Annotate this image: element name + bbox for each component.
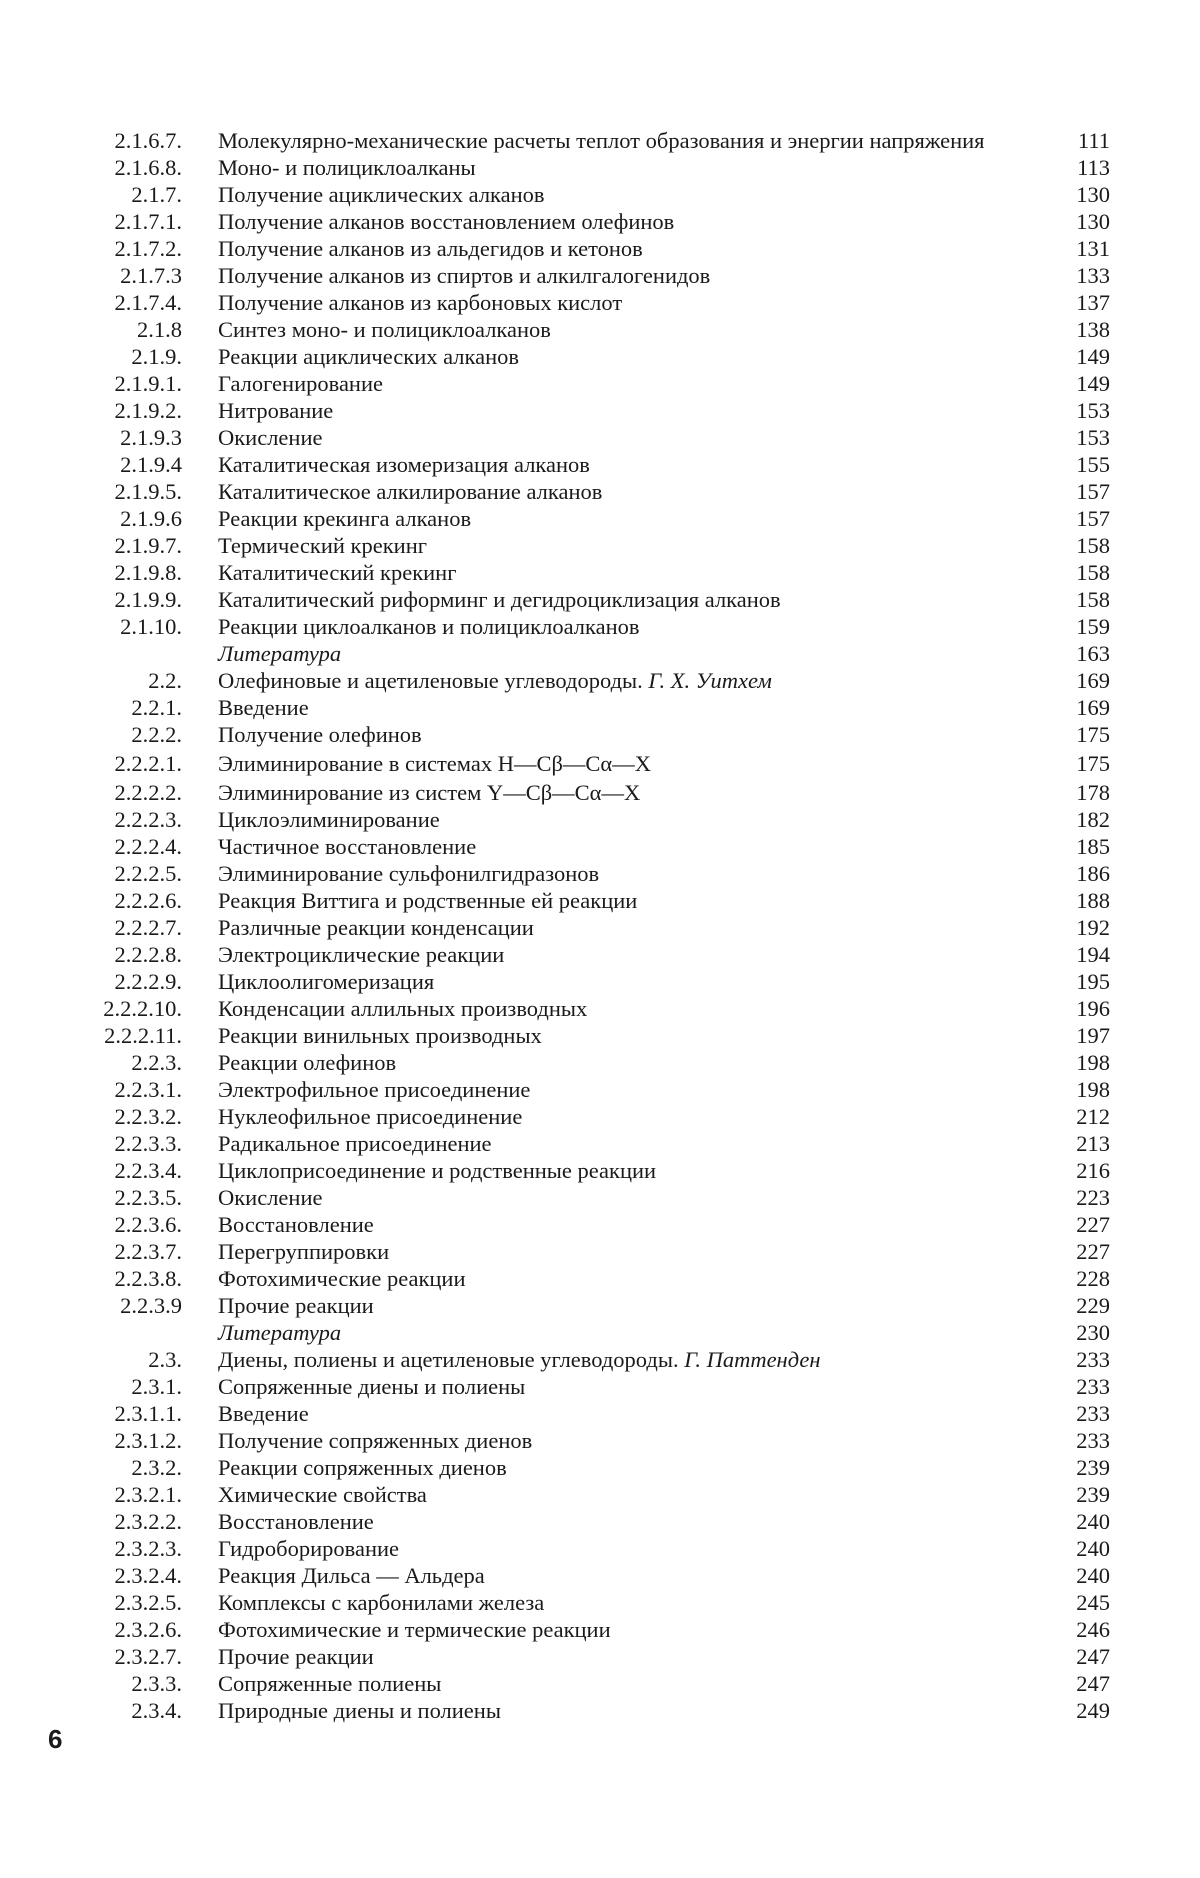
toc-entry-title-text: Реакции олефинов: [218, 1050, 397, 1075]
toc-entry-number: 2.1.6.7.: [114, 128, 182, 153]
toc-entry-number: 2.3.2.2.: [114, 1509, 182, 1534]
toc-entry-title-text: Каталитический риформинг и дегидроциклизация алканов: [218, 587, 781, 612]
toc-entry-page: 212: [1076, 1104, 1110, 1129]
toc-entry: [70, 1157, 1130, 1184]
toc-entry: [70, 1022, 1130, 1049]
toc-entry: [70, 1697, 1130, 1724]
toc-entry-page: 239: [1076, 1482, 1110, 1507]
toc-entry: [70, 1049, 1130, 1076]
toc-entry-page: 178: [1076, 780, 1110, 805]
toc-entry-title-text: Каталитическая изомеризация алканов: [218, 452, 590, 477]
toc-entry-title-text: Сопряженные полиены: [218, 1671, 442, 1696]
toc-entry-number: 2.2.2.2.: [114, 780, 182, 805]
toc-entry-title-text: Элиминирование в системах H—Cβ—Cα—X: [218, 751, 651, 776]
toc-entry-number: 2.2.2.7.: [114, 915, 182, 940]
toc-entry-page: 149: [1076, 344, 1110, 369]
toc-entry-title: [218, 1158, 1048, 1184]
toc-entry-number: 2.2.3.2.: [114, 1104, 182, 1129]
toc-entry: [70, 860, 1130, 887]
toc-entry-page: 186: [1076, 861, 1110, 886]
toc-entry-title-text: Элиминирование сульфонилгидразонов: [218, 861, 600, 886]
toc-entry-title: [218, 1428, 1048, 1454]
toc-entry: [70, 1211, 1130, 1238]
toc-entry-title-text: Синтез моно- и полициклоалканов: [218, 317, 551, 342]
toc-entry-page: 233: [1076, 1401, 1110, 1426]
toc-entry-number: 2.3.: [148, 1347, 182, 1372]
toc-entry-page: 163: [1076, 641, 1110, 666]
toc-entry: [70, 1319, 1130, 1346]
toc-entry: [70, 559, 1130, 586]
toc-entry-title-text: Каталитический крекинг: [218, 560, 457, 585]
toc-entry-number: 2.1.9.5.: [114, 479, 182, 504]
toc-entry-title-text: Получение ациклических алканов: [218, 182, 545, 207]
toc-entry-title: [218, 1239, 1048, 1265]
toc-entry: [70, 995, 1130, 1022]
toc-entry-title-text: Гидроборирование: [218, 1536, 400, 1561]
toc-entry-title: [218, 344, 1048, 370]
toc-entry-title-text: Реакции ациклических алканов: [218, 344, 520, 369]
toc-entry: [70, 667, 1130, 694]
toc-entry-page: 197: [1076, 1023, 1110, 1048]
toc-entry-page: 159: [1076, 614, 1110, 639]
toc-entry-page: 246: [1076, 1617, 1110, 1642]
toc-entry-title-text: Моно- и полициклоалканы: [218, 155, 476, 180]
toc-entry-title-text: Олефиновые и ацетиленовые углеводороды.: [218, 668, 643, 693]
toc-entry-title: [218, 969, 1048, 995]
toc-entry-title: [218, 861, 1048, 887]
toc-entry-page: 194: [1076, 942, 1110, 967]
toc-entry-title-text: Различные реакции конденсации: [218, 915, 534, 940]
toc-entry-page: 158: [1076, 560, 1110, 585]
toc-entry-page: 130: [1076, 209, 1110, 234]
toc-entry: [70, 694, 1130, 721]
toc-entry-page: 113: [1077, 155, 1110, 180]
toc-entry-page: 188: [1076, 888, 1110, 913]
toc-entry-title-text: Реакции крекинга алканов: [218, 506, 472, 531]
toc-entry-page: 149: [1076, 371, 1110, 396]
toc-entry-number: 2.2.1.: [131, 695, 182, 720]
toc-entry-title: [218, 1077, 1048, 1103]
toc-entry-number: 2.2.2.10.: [103, 996, 182, 1021]
toc-entry-title: [218, 155, 1048, 181]
toc-entry: [70, 640, 1130, 667]
toc-entry: [70, 1508, 1130, 1535]
toc-entry-number: 2.1.7.3: [120, 263, 182, 288]
toc-entry-title-text: Комплексы с карбонилами железа: [218, 1590, 545, 1615]
toc-entry: [70, 887, 1130, 914]
toc-entry-title-text: Окисление: [218, 425, 323, 450]
toc-entry-title: [218, 587, 1048, 613]
toc-entry: [70, 1481, 1130, 1508]
toc-entry-title: [218, 751, 1048, 777]
toc-entry-title-text: Сопряженные диены и полиены: [218, 1374, 526, 1399]
toc-entry: [70, 1373, 1130, 1400]
toc-entry-page: 169: [1076, 668, 1110, 693]
toc-entry-page: 185: [1076, 834, 1110, 859]
toc-entry-number: 2.1.7.1.: [114, 209, 182, 234]
toc-entry-number: 2.1.9.1.: [114, 371, 182, 396]
page-number: 6: [48, 1724, 63, 1754]
toc-entry-title-text: Термический крекинг: [218, 533, 427, 558]
toc-entry-number: 2.2.3.8.: [114, 1266, 182, 1291]
toc-entry-title: [218, 317, 1048, 343]
toc-entry-title-text: Циклоэлиминирование: [218, 807, 440, 832]
toc-entry-title: [218, 996, 1048, 1022]
toc-entry-title-text: Циклоприсоединение и родственные реакции: [218, 1158, 657, 1183]
toc-entry-title-text: Элиминирование из систем Y—Cβ—Cα—X: [218, 780, 641, 805]
toc-entry-title-text: Частичное восстановление: [218, 834, 477, 859]
toc-entry-number: 2.2.: [148, 668, 182, 693]
toc-entry-title-text: Литература: [218, 641, 342, 666]
toc-entry-title: [218, 236, 1048, 262]
toc-entry-title: [218, 1590, 1048, 1616]
toc-entry: [70, 235, 1130, 262]
toc-entry-title: [218, 182, 1048, 208]
toc-entry-title-text: Фотохимические и термические реакции: [218, 1617, 611, 1642]
toc-entry-title-text: Реакция Виттига и родственные ей реакции: [218, 888, 638, 913]
toc-entry: [70, 505, 1130, 532]
toc-entry-number: 2.2.3.5.: [114, 1185, 182, 1210]
toc-entry-number: 2.3.2.4.: [114, 1563, 182, 1588]
toc-entry-title-text: Получение сопряженных диенов: [218, 1428, 533, 1453]
toc-entry-page: 227: [1076, 1239, 1110, 1264]
toc-entry-number: 2.3.1.2.: [114, 1428, 182, 1453]
toc-entry-page: 245: [1076, 1590, 1110, 1615]
toc-entry: [70, 968, 1130, 995]
toc-entry-title-text: Получение алканов восстановлением олефинов: [218, 209, 675, 234]
toc-entry-page: 198: [1076, 1077, 1110, 1102]
toc-entry-title-text: Восстановление: [218, 1212, 374, 1237]
toc-entry-page: 230: [1076, 1320, 1110, 1345]
toc-entry: [70, 451, 1130, 478]
toc-entry: [70, 721, 1130, 748]
toc-entry-page: 169: [1076, 695, 1110, 720]
toc-entry-page: 240: [1076, 1563, 1110, 1588]
toc-entry: [70, 100, 1130, 154]
toc-entry: [70, 1535, 1130, 1562]
toc-entry-title: [218, 780, 1048, 806]
toc-entry-page: 227: [1076, 1212, 1110, 1237]
toc-entry: [70, 1427, 1130, 1454]
toc-entry: [70, 833, 1130, 860]
toc-entry-number: 2.3.2.5.: [114, 1590, 182, 1615]
toc-entry-title-text: Реакции винильных производных: [218, 1023, 542, 1048]
toc-entry-title: [218, 1536, 1048, 1562]
toc-entry: [70, 1103, 1130, 1130]
toc-entry-page: 158: [1076, 587, 1110, 612]
toc-entry-title: [218, 1671, 1048, 1697]
toc-entry: [70, 316, 1130, 343]
toc-entry-title: [218, 263, 1048, 289]
toc-entry-number: 2.2.3.: [131, 1050, 182, 1075]
toc-entry-title: [218, 942, 1048, 968]
toc-entry: [70, 586, 1130, 613]
toc-entry-page: 131: [1076, 236, 1110, 261]
toc-entry: [70, 154, 1130, 181]
toc-entry-title-text: Литература: [218, 1320, 342, 1345]
toc-entry-page: 153: [1076, 425, 1110, 450]
toc-entry: [70, 806, 1130, 833]
toc-entry-page: 157: [1076, 479, 1110, 504]
toc-entry: [70, 1292, 1130, 1319]
toc-entry-title: [218, 1644, 1048, 1670]
toc-entry: [70, 1238, 1130, 1265]
toc-entry-number: 2.2.3.7.: [114, 1239, 182, 1264]
toc-entry-number: 2.1.9.3: [120, 425, 182, 450]
toc-entry-number: 2.2.2.6.: [114, 888, 182, 913]
toc-entry-page: 233: [1076, 1374, 1110, 1399]
toc-entry-number: 2.1.7.2.: [114, 236, 182, 261]
toc-entry-title: [218, 1185, 1048, 1211]
toc-entry-title-text: Химические свойства: [218, 1482, 427, 1507]
toc-entry-title-text: Диены, полиены и ацетиленовые углеводороды.: [218, 1347, 679, 1372]
toc-entry-title-text: Молекулярно-механические расчеты теплот образования и энергии напряжения: [218, 128, 985, 153]
toc-entry-page: 198: [1076, 1050, 1110, 1075]
toc-entry: [70, 613, 1130, 640]
toc-entry-title-text: Восстановление: [218, 1509, 374, 1534]
toc-entry: [70, 1346, 1130, 1373]
toc-entry-page: 247: [1076, 1671, 1110, 1696]
toc-entry-page: 233: [1076, 1347, 1110, 1372]
toc-entry-number: 2.3.3.: [131, 1671, 182, 1696]
toc-entry-title: [218, 1455, 1048, 1481]
toc-entry-number: 2.1.6.8.: [114, 155, 182, 180]
toc-entry-page: 240: [1076, 1509, 1110, 1534]
toc-entry-page: 111: [1077, 128, 1110, 153]
toc-entry-title-text: Получение алканов из спиртов и алкилгалогенидов: [218, 263, 711, 288]
toc-entry-page: 155: [1076, 452, 1110, 477]
toc-entry-number: 2.2.3.4.: [114, 1158, 182, 1183]
toc-entry-number: 2.1.8: [137, 317, 182, 342]
toc-entry-number: 2.2.2.3.: [114, 807, 182, 832]
toc-entry-title: [218, 479, 1048, 505]
toc-entry-number: 2.3.2.3.: [114, 1536, 182, 1561]
toc-entry-title: [218, 128, 1048, 154]
toc-entry-number: 2.1.10.: [120, 614, 182, 639]
toc-entry-number: 2.2.2.1.: [114, 751, 182, 776]
toc-entry-page: 233: [1076, 1428, 1110, 1453]
toc-entry: [70, 343, 1130, 370]
toc-entry-page: 157: [1076, 506, 1110, 531]
toc-entry-page: 175: [1076, 722, 1110, 747]
toc-entry-title: [218, 209, 1048, 235]
toc-entry-title-text: Прочие реакции: [218, 1644, 374, 1669]
toc-entry-title-text: Окисление: [218, 1185, 323, 1210]
toc-entry-title-text: Нуклеофильное присоединение: [218, 1104, 523, 1129]
toc-entry-title: [218, 915, 1048, 941]
toc-entry-page: 138: [1076, 317, 1110, 342]
toc-entry-page: 182: [1076, 807, 1110, 832]
toc-entry: [70, 289, 1130, 316]
toc-entry: [70, 370, 1130, 397]
toc-entry-title: [218, 1563, 1048, 1589]
toc-entry-title: [218, 1320, 1048, 1346]
toc-entry: [70, 1130, 1130, 1157]
toc-entry: [70, 424, 1130, 451]
toc-entry: [70, 914, 1130, 941]
toc-entry-title-text: Введение: [218, 695, 309, 720]
toc-entry: [70, 532, 1130, 559]
toc-entry: [70, 1589, 1130, 1616]
toc-entry: [70, 1643, 1130, 1670]
toc-entry-title: [218, 1401, 1048, 1427]
toc-entry: [70, 777, 1130, 806]
toc-entry-title: [218, 506, 1048, 532]
toc-entry-title-text: Реакции сопряженных диенов: [218, 1455, 507, 1480]
toc-entry: [70, 1400, 1130, 1427]
toc-entry-title-text: Получение алканов из карбоновых кислот: [218, 290, 623, 315]
toc-entry-page: 216: [1076, 1158, 1110, 1183]
toc-entry: [70, 478, 1130, 505]
toc-entry: [70, 181, 1130, 208]
toc-entry-title: [218, 1266, 1048, 1292]
toc-entry-number: 2.1.9.6: [120, 506, 182, 531]
toc-entry-page: 130: [1076, 182, 1110, 207]
toc-entry-title: [218, 1293, 1048, 1319]
toc-entry: [70, 1184, 1130, 1211]
toc-entry-page: 213: [1076, 1131, 1110, 1156]
toc-entry-title: [218, 533, 1048, 559]
toc-entry-page: 239: [1076, 1455, 1110, 1480]
toc-entry-title: [218, 888, 1048, 914]
toc-entry-title: [218, 425, 1048, 451]
toc-entry-title-text: Конденсации аллильных производных: [218, 996, 588, 1021]
toc-entry-title: [218, 560, 1048, 586]
toc-entry-title: [218, 452, 1048, 478]
toc-entry-number: 2.3.2.7.: [114, 1644, 182, 1669]
toc-entry-page: 240: [1076, 1536, 1110, 1561]
toc-entry-title-text: Реакция Дильса — Альдера: [218, 1563, 485, 1588]
toc-entry-page: 192: [1076, 915, 1110, 940]
toc-entry: [70, 208, 1130, 235]
toc-entry-number: 2.1.9.7.: [114, 533, 182, 558]
toc-entry-title-text: Перегруппировки: [218, 1239, 390, 1264]
toc-entry-page: 195: [1076, 969, 1110, 994]
toc-entry-title-text: Каталитическое алкилирование алканов: [218, 479, 603, 504]
toc-entry-number: 2.2.2.: [131, 722, 182, 747]
toc-entry-number: 2.3.4.: [131, 1698, 182, 1723]
toc-entry-title-text: Циклоолигомеризация: [218, 969, 435, 994]
toc-entry-page: 137: [1076, 290, 1110, 315]
toc-entry-author: Г. Паттенден: [684, 1347, 821, 1372]
toc-entry-title-text: Электрофильное присоединение: [218, 1077, 531, 1102]
toc-entry-page: 153: [1076, 398, 1110, 423]
toc-entry-number: 2.1.9.4: [120, 452, 182, 477]
toc-entry-page: 196: [1076, 996, 1110, 1021]
toc-entry-title: [218, 1050, 1048, 1076]
toc-entry-page: 229: [1076, 1293, 1110, 1318]
toc-entry-number: 2.3.1.1.: [114, 1401, 182, 1426]
toc-entry-title: [218, 614, 1048, 640]
toc-entry-title: [218, 1212, 1048, 1238]
toc-entry-title: [218, 668, 1048, 694]
toc-entry-title-text: Радикальное присоединение: [218, 1131, 492, 1156]
toc-entry-number: 2.1.7.4.: [114, 290, 182, 315]
toc-entry-page: 175: [1076, 751, 1110, 776]
toc-entry-title-text: Реакции циклоалканов и полициклоалканов: [218, 614, 640, 639]
toc-entry-number: 2.3.2.1.: [114, 1482, 182, 1507]
toc-entry-page: 133: [1076, 263, 1110, 288]
toc-entry-title: [218, 834, 1048, 860]
toc-entry-number: 2.1.7.: [131, 182, 182, 207]
toc-entry-number: 2.2.3.3.: [114, 1131, 182, 1156]
toc-entry-title: [218, 1131, 1048, 1157]
toc-entry: [70, 1265, 1130, 1292]
toc-entry-title: [218, 398, 1048, 424]
toc-entry-page: 158: [1076, 533, 1110, 558]
toc-entry-title-text: Прочие реакции: [218, 1293, 374, 1318]
toc-entry-title: [218, 290, 1048, 316]
toc-entry-title-text: Получение олефинов: [218, 722, 422, 747]
toc-entry: [70, 1454, 1130, 1481]
toc-entry-title: [218, 1104, 1048, 1130]
toc-entry-title: [218, 695, 1048, 721]
toc-entry-number: 2.2.2.5.: [114, 861, 182, 886]
toc-entry-number: 2.2.2.11.: [104, 1023, 182, 1048]
toc-entry-number: 2.1.9.: [131, 344, 182, 369]
toc-entry: [70, 1076, 1130, 1103]
toc-entry-title: [218, 1347, 1048, 1373]
toc-entry: [70, 1616, 1130, 1643]
toc-entry-number: 2.1.9.9.: [114, 587, 182, 612]
toc-entry: [70, 1562, 1130, 1589]
toc-entry-title: [218, 371, 1048, 397]
table-of-contents: [70, 100, 1130, 1724]
toc-entry-number: 2.1.9.8.: [114, 560, 182, 585]
toc-entry-title: [218, 641, 1048, 667]
toc-entry-author: Г. Х. Уитхем: [648, 668, 772, 693]
toc-entry-page: 228: [1076, 1266, 1110, 1291]
toc-entry-number: 2.3.1.: [131, 1374, 182, 1399]
toc-entry-title-text: Введение: [218, 1401, 309, 1426]
toc-entry-title-text: Нитрование: [218, 398, 334, 423]
toc-entry-title: [218, 722, 1048, 748]
toc-entry: [70, 1670, 1130, 1697]
toc-entry: [70, 748, 1130, 777]
toc-entry-page: 249: [1076, 1698, 1110, 1723]
toc-entry-title: [218, 1374, 1048, 1400]
toc-entry-title-text: Природные диены и полиены: [218, 1698, 501, 1723]
toc-entry: [70, 262, 1130, 289]
toc-entry-number: 2.2.3.1.: [114, 1077, 182, 1102]
toc-entry-title-text: Фотохимические реакции: [218, 1266, 466, 1291]
toc-entry-number: 2.2.2.8.: [114, 942, 182, 967]
toc-entry-title: [218, 1698, 1048, 1724]
toc-entry-number: 2.2.2.9.: [114, 969, 182, 994]
toc-entry-title-text: Галогенирование: [218, 371, 383, 396]
toc-entry-number: 2.3.2.6.: [114, 1617, 182, 1642]
toc-entry-number: 2.2.2.4.: [114, 834, 182, 859]
toc-entry-page: 223: [1076, 1185, 1110, 1210]
toc-entry-number: 2.1.9.2.: [114, 398, 182, 423]
toc-entry-number: 2.2.3.9: [120, 1293, 182, 1318]
toc-entry-title: [218, 1482, 1048, 1508]
toc-entry-number: 2.3.2.: [131, 1455, 182, 1480]
toc-entry-number: 2.2.3.6.: [114, 1212, 182, 1237]
toc-entry-title: [218, 1617, 1048, 1643]
toc-entry-page: 247: [1076, 1644, 1110, 1669]
toc-entry-title: [218, 807, 1048, 833]
toc-entry-title: [218, 1023, 1048, 1049]
toc-entry: [70, 397, 1130, 424]
toc-entry-title: [218, 1509, 1048, 1535]
toc-entry-title-text: Получение алканов из альдегидов и кетонов: [218, 236, 643, 261]
toc-entry-title-text: Электроциклические реакции: [218, 942, 505, 967]
toc-entry: [70, 941, 1130, 968]
